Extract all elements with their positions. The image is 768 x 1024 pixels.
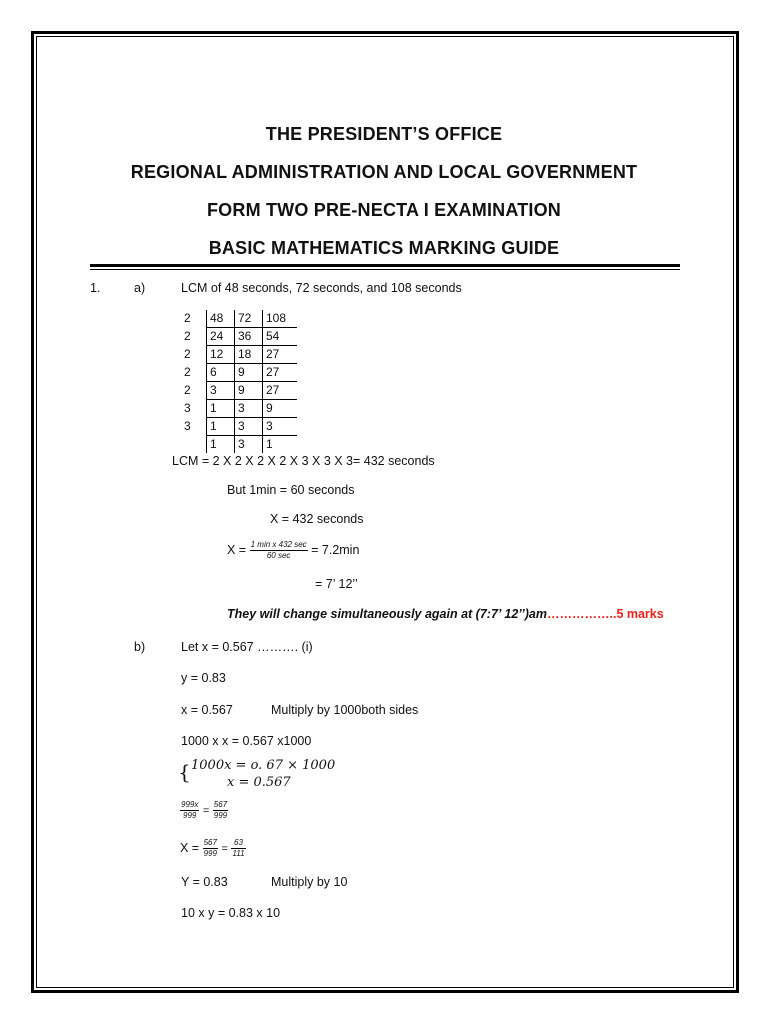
let-x: Let x = 0.567 ………. (i) [181,640,313,654]
lcm-cell: 48 [207,310,235,328]
equation-10y: 10 x y = 0.83 x 10 [181,906,281,920]
brace-icon: { [178,760,191,784]
lcm-divisor: 2 [184,383,191,397]
multiply-10-note: Multiply by 10 [271,875,348,889]
lcm-table-row [182,346,297,364]
lcm-table-row [182,400,297,418]
lcm-table-row [182,418,297,436]
lcm-cell: 1 [207,418,235,436]
lcm-table-row [182,328,297,346]
frac-567-num: 567 [213,800,228,809]
lcm-cell: 6 [207,364,235,382]
x-prefix: X = [227,542,247,557]
frac-567-den: 999 [213,811,228,820]
time-fraction [250,540,308,561]
marks-label: ……………..5 marks [547,607,664,621]
lcm-cell: 108 [263,310,298,328]
header-rule-thin [90,269,680,270]
header-rule-thick [90,264,680,267]
lcm-cell: 1 [207,400,235,418]
lcm-cell: 27 [263,346,298,364]
lcm-cell: 54 [263,328,298,346]
system-eq-1: 1000x = o. 67 × 1000 [191,758,336,773]
time-fraction-num: 1 min x 432 sec [250,540,307,549]
lcm-table-row [182,382,297,400]
lcm-cell: 9 [235,364,263,382]
frac-111-den: 111 [232,849,245,858]
lcm-table-row [182,310,297,328]
part-a-question: LCM of 48 seconds, 72 seconds, and 108 seconds [181,281,462,295]
lcm-divisor: 2 [184,347,191,361]
part-b-label: b) [134,640,146,654]
header-line-1: THE PRESIDENT’S OFFICE [265,124,503,144]
fraction-equation-1: $\frac{999x}{999}$ = $\frac{567}{999}$ [181,800,228,820]
lcm-cell: 27 [263,364,298,382]
lcm-result: LCM = 2 X 2 X 2 X 2 X 3 X 3 X 3= 432 seconds [172,454,435,468]
lcm-cell: 12 [207,346,235,364]
time-fraction-den: 60 sec [266,551,291,560]
lcm-cell: 9 [235,382,263,400]
frac-63-111 [231,838,245,859]
lcm-cell: 3 [263,418,298,436]
lcm-divisor: 3 [184,419,191,433]
lcm-table-row [182,436,297,454]
part-a-label: a) [134,281,146,295]
lcm-cell: 24 [207,328,235,346]
x-value: x = 0.567 [181,703,233,717]
header-line-2: REGIONAL ADMINISTRATION AND LOCAL GOVERNMENT [130,162,638,182]
x-fraction-line [227,540,359,561]
X-prefix: X = [180,840,200,855]
lcm-cell: 3 [207,382,235,400]
header-line-3: FORM TWO PRE-NECTA I EXAMINATION [206,200,562,220]
frac-63-num: 63 [231,838,245,849]
frac-999x [180,800,199,821]
fraction-result: = 7.2min [311,542,360,557]
lcm-cell: 27 [263,382,298,400]
lcm-cell: 36 [235,328,263,346]
frac-567b-den: 999 [203,849,217,858]
lcm-divisor: 3 [184,401,191,415]
x-seconds: X = 432 seconds [270,512,364,526]
fraction-equation-2: X = $\frac{567}{999}$ = $\frac{63}{111}$ [180,838,245,858]
lcm-cell: 1 [266,437,273,451]
lcm-cell: 3 [235,436,263,454]
let-y: y = 0.83 [181,671,226,685]
lcm-divisor: 2 [184,329,191,343]
frac-999x-den: 999 [183,811,197,820]
frac-567-999-b [203,838,218,859]
lcm-divisor [182,436,207,454]
frac-567-999 [213,800,228,821]
frac-567b-num: 567 [203,838,217,847]
result-minutes-seconds: = 7’ 12’’ [315,577,358,591]
multiply-1000-note: Multiply by 1000both sides [271,703,419,717]
header-line-4: BASIC MATHEMATICS MARKING GUIDE [208,238,560,258]
lcm-division-table [182,310,297,453]
conclusion: They will change simultaneously again at (7:7’ 12’’)am [227,607,548,621]
equation-1000x: 1000 x x = 0.567 x1000 [181,734,312,748]
lcm-cell: 3 [235,418,263,436]
lcm-table-row [182,364,297,382]
lcm-cell: 72 [235,310,263,328]
system-eq-2: x = 0.567 [227,775,291,790]
frac-999x-num: 999x [181,800,199,809]
lcm-divisor: 2 [184,365,191,379]
question-number: 1. [90,281,101,295]
Y-value: Y = 0.83 [181,875,228,889]
minute-conversion: But 1min = 60 seconds [227,483,355,497]
lcm-cell: 18 [235,346,263,364]
lcm-divisor: 2 [184,311,191,326]
lcm-cell: 9 [263,400,298,418]
lcm-cell: 1 [207,436,235,454]
lcm-cell: 3 [235,400,263,418]
